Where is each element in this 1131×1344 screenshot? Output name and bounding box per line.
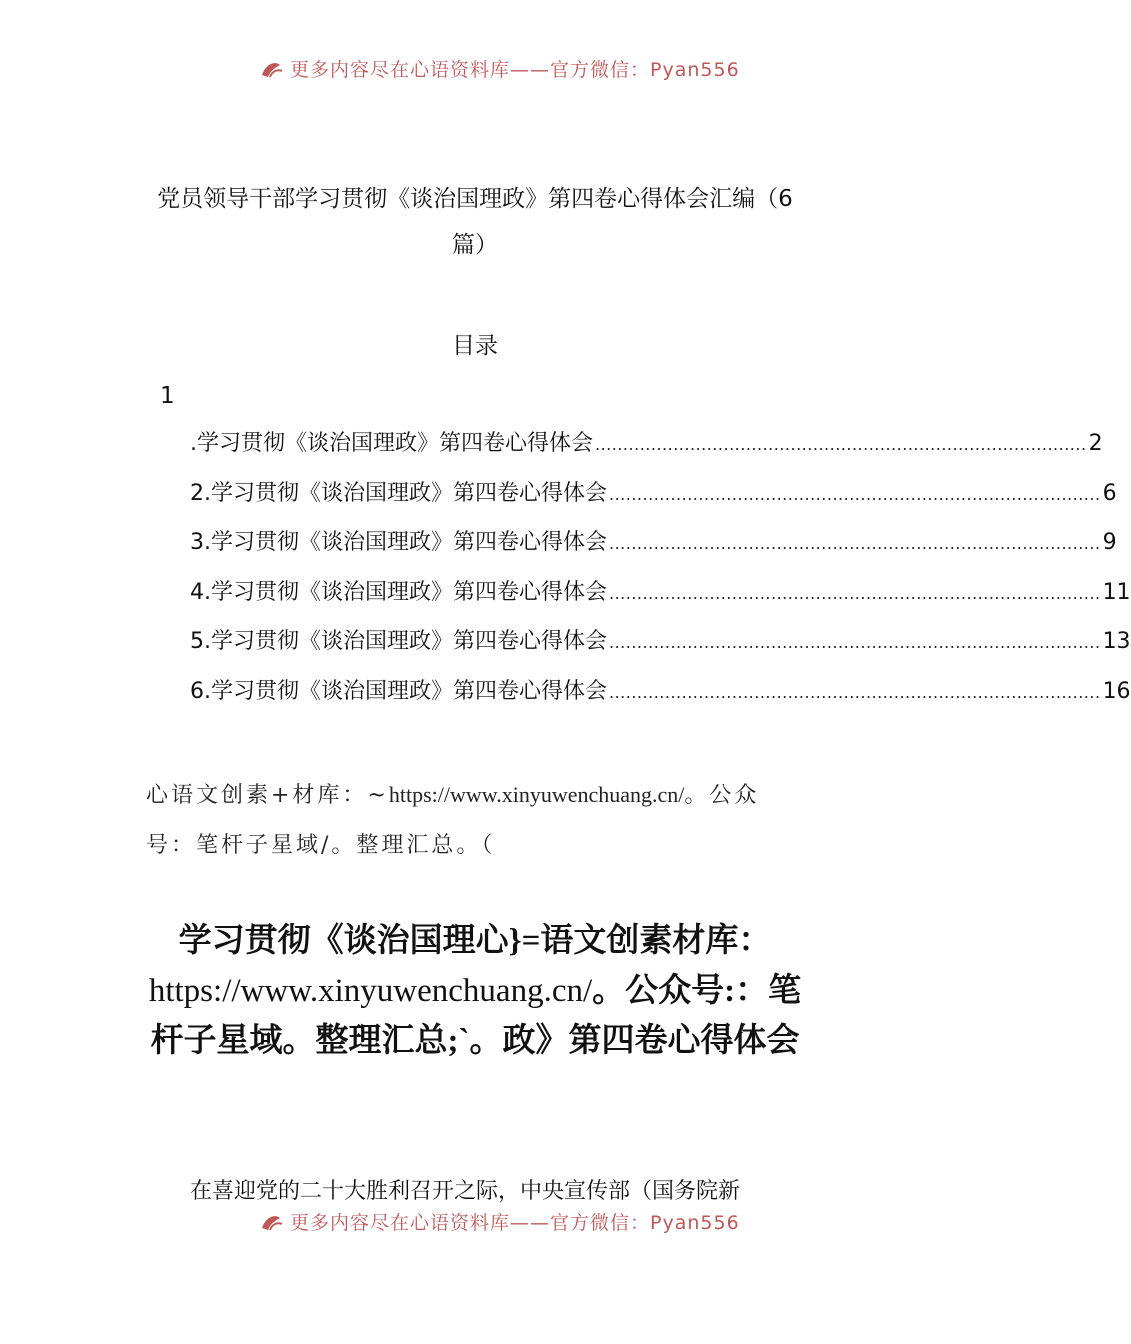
heading-url-link[interactable]: https://www.xinyuwenchuang.cn/ xyxy=(148,973,593,1009)
watermark-logo-icon xyxy=(258,55,284,81)
toc-item[interactable] xyxy=(190,573,1131,623)
toc-item-text: .学习贯彻《谈治国理政》第四卷心得体会 xyxy=(190,431,593,456)
document-title: 党员领导干部学习贯彻《谈治国理政》第四卷心得体会汇编（6篇） xyxy=(157,186,793,258)
note-prefix: 心语文创素+材库：~ xyxy=(146,783,389,808)
table-of-contents xyxy=(190,424,1131,722)
toc-item-page: 9 xyxy=(1102,530,1117,556)
toc-item[interactable] xyxy=(190,672,1131,722)
note-suffix: 。公众号：笔杆子星域/。整理汇总。（ xyxy=(146,783,760,858)
toc-item-page: 11 xyxy=(1102,579,1131,605)
toc-item-text: 4.学习贯彻《谈治国理政》第四卷心得体会 xyxy=(190,579,607,605)
watermark-footer xyxy=(258,1207,740,1235)
article-heading xyxy=(140,916,810,1066)
toc-item[interactable] xyxy=(190,523,1117,573)
toc-item-page: 16 xyxy=(1102,678,1131,704)
heading-part1: 学习贯彻《谈治国理心}=语文创素材库： xyxy=(178,923,772,959)
toc-leader-dots: ........................................................................................ xyxy=(609,633,1101,653)
source-note xyxy=(146,770,806,871)
toc-first-number: 1 xyxy=(160,383,175,409)
watermark-text: 更多内容尽在心语资料库——官方微信：Pyan556 xyxy=(290,58,740,81)
watermark-logo-icon xyxy=(258,1208,284,1234)
toc-item-page: 13 xyxy=(1102,629,1131,655)
watermark-text: 更多内容尽在心语资料库——官方微信：Pyan556 xyxy=(290,1211,740,1234)
toc-leader-dots: ........................................................................................ xyxy=(609,682,1101,702)
toc-item-text: 3.学习贯彻《谈治国理政》第四卷心得体会 xyxy=(190,530,607,556)
toc-item-text: 2.学习贯彻《谈治国理政》第四卷心得体会 xyxy=(190,480,607,506)
toc-item-text: 5.学习贯彻《谈治国理政》第四卷心得体会 xyxy=(190,629,607,655)
toc-item-page: 2 xyxy=(1088,431,1103,456)
toc-leader-dots: ........................................................................................ xyxy=(609,534,1101,554)
toc-item-page: 6 xyxy=(1102,480,1117,506)
heading-part2: 。公众号:：笔杆子星域。整理汇总;`。政》第四卷心得体会 xyxy=(150,973,802,1059)
toc-item-text: 6.学习贯彻《谈治国理政》第四卷心得体会 xyxy=(190,678,607,704)
toc-heading: 目录 xyxy=(452,333,498,359)
toc-leader-dots: ........................................................................................ xyxy=(609,484,1101,504)
toc-item[interactable] xyxy=(190,622,1131,672)
toc-leader-dots: ........................................................................................ xyxy=(609,583,1101,603)
watermark-header xyxy=(258,54,740,82)
note-url-link[interactable]: https://www.xinyuwenchuang.cn/ xyxy=(388,782,685,807)
body-paragraph: 在喜迎党的二十大胜利召开之际，中央宣传部（国务院新 xyxy=(190,1179,741,1204)
toc-item[interactable] xyxy=(190,474,1117,524)
toc-item[interactable] xyxy=(190,424,1103,474)
toc-leader-dots: ........................................................................................ xyxy=(595,435,1087,454)
